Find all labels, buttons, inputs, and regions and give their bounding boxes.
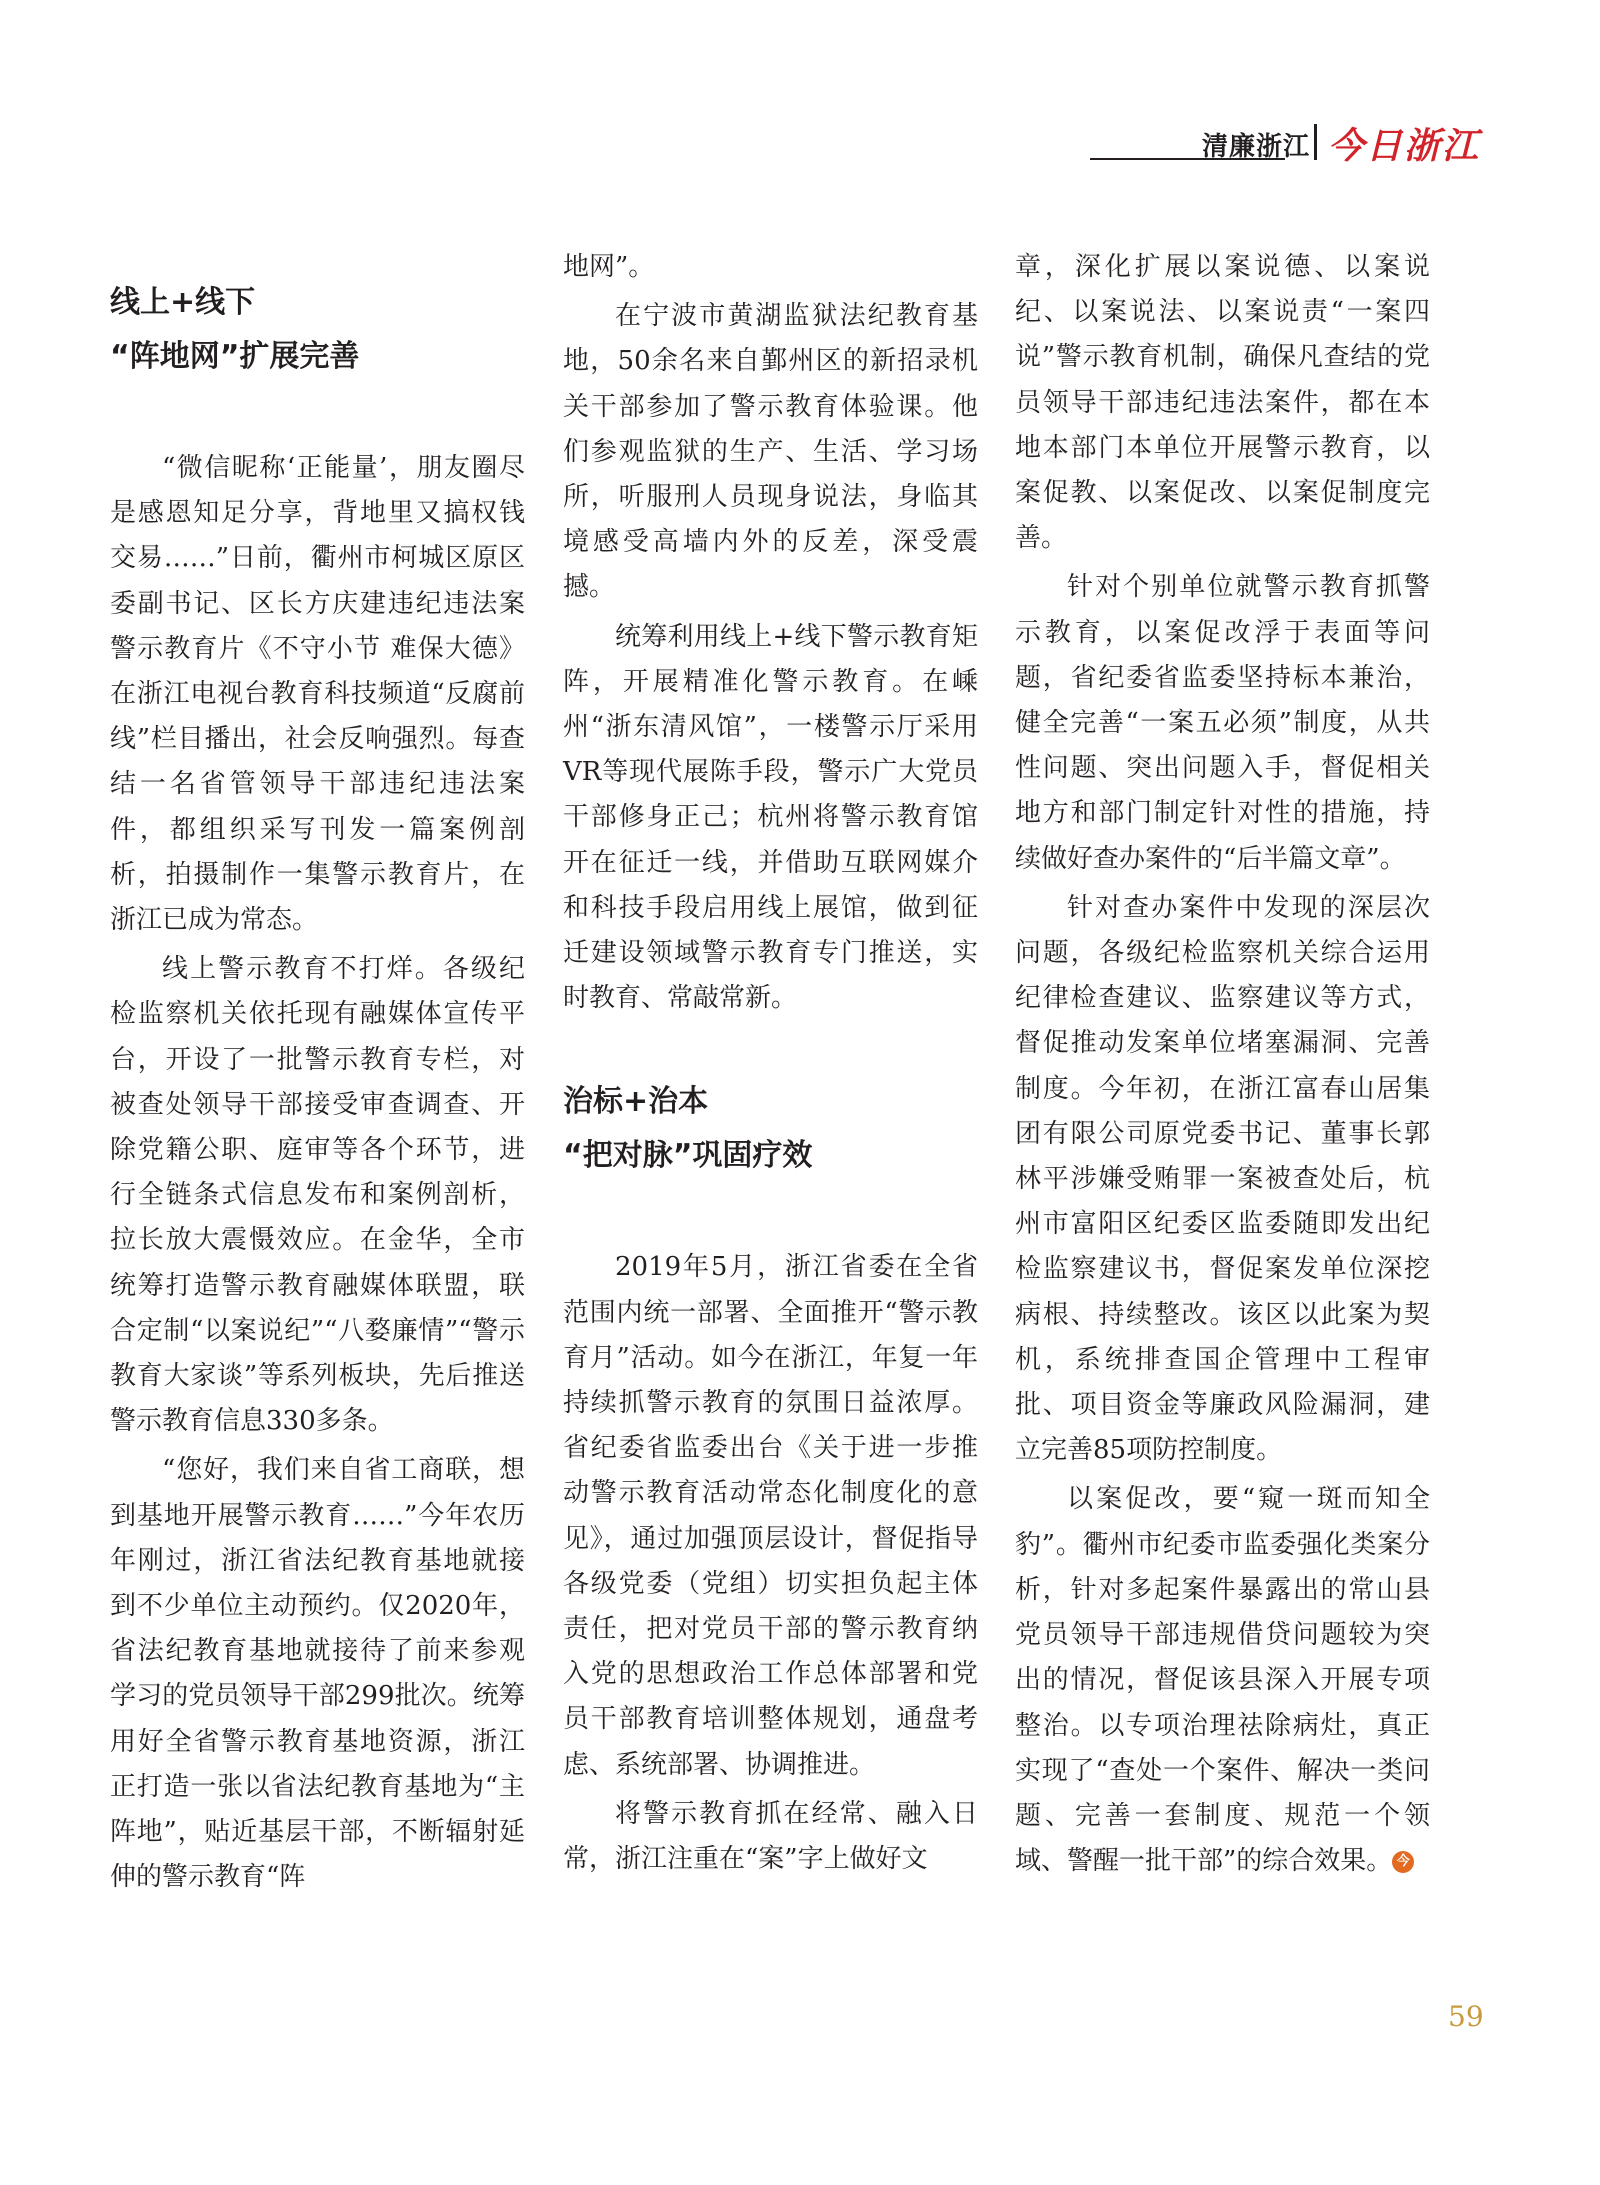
paragraph: 章，深化扩展以案说德、以案说纪、以案说法、以案说责“一案四说”警示教育机制，确保凡查结的党员领导干部违纪违法案件，都在本地本部门本单位开展警示教育，以案促教、以案促改、以案促制度完善。 (1015, 252, 1430, 554)
paragraph-last (1015, 1477, 1430, 1884)
section-name: 清廉浙江 (1202, 132, 1311, 162)
paragraph-text: 以案促改，要“窥一斑而知全豹”。衢州市纪委市监委强化类案分析，针对多起案件暴露出的常山县党员领导干部违规借贷问题较为突出的情况，督促该县深入开展专项整治。以专项治理祛除病灶，真正实现了“查处一个案件、解决一类问题、完善一套制度、规范一个领域、警醒一批干部”的综合效果。 (1015, 1484, 1430, 1877)
section-heading-1 (110, 276, 525, 384)
page-header (1090, 118, 1530, 168)
heading-line: 线上+线下 (110, 285, 256, 320)
paragraph: 2019年5月，浙江省委在全省范围内统一部署、全面推开“警示教育月”活动。如今在浙江，年复一年持续抓警示教育的氛围日益浓厚。省纪委省监委出台《关于进一步推动警示教育活动常态化制度化的意见》，通过加强顶层设计，督促指导各级党委（党组）切实担负起主体责任，把对党员干部的警示教育纳入党的思想政治工作总体部署和党员干部教育培训整体规划，通盘考虑、系统部署、协调推进。 (563, 1252, 978, 1780)
header-separator (1314, 124, 1317, 160)
magazine-logo: 今日浙江 (1328, 125, 1481, 167)
paragraph: 针对个别单位就警示教育抓警示教育，以案促改浮于表面等问题，省纪委省监委坚持标本兼治，健全完善“一案五必须”制度，从共性问题、突出问题入手，督促相关地方和部门制定针对性的措施，持续做好查办案件的“后半篇文章”。 (1015, 572, 1430, 874)
paragraph: 在宁波市黄湖监狱法纪教育基地，50余名来自鄞州区的新招录机关干部参加了警示教育体验课。他们参观监狱的生产、生活、学习场所，听服刑人员现身说法，身临其境感受高墙内外的反差，深受震撼。 (563, 301, 978, 603)
page-number: 59 (1448, 2000, 1484, 2033)
column-1 (110, 282, 525, 1905)
paragraph: 将警示教育抓在经常、融入日常，浙江注重在“案”字上做好文 (563, 1798, 978, 1875)
column-3 (1015, 245, 1430, 1888)
paragraph: 统筹利用线上+线下警示教育矩阵，开展精准化警示教育。在嵊州“浙东清风馆”，一楼警示厅采用VR等现代展陈手段，警示广大党员干部修身正己；杭州将警示教育馆开在征迁一线，并借助互联网媒介和科技手段启用线上展馆，做到征迁建设领域警示教育专门推送，实时教育、常敲常新。 (563, 621, 978, 1014)
section-heading-2 (563, 1075, 978, 1183)
column-2 (563, 245, 978, 1886)
paragraph: 线上警示教育不打烊。各级纪检监察机关依托现有融媒体宣传平台，开设了一批警示教育专栏，对被查处领导干部接受审查调查、开除党籍公职、庭审等各个环节，进行全链条式信息发布和案例剖析，拉长放大震慑效应。在金华，全市统筹打造警示教育融媒体联盟，联合定制“以案说纪”“八婺廉情”“警示教育大家谈”等系列板块，先后推送警示教育信息330多条。 (110, 954, 525, 1437)
paragraph: 针对查办案件中发现的深层次问题，各级纪检监察机关综合运用纪律检查建议、监察建议等方式，督促推动发案单位堵塞漏洞、完善制度。今年初，在浙江富春山居集团有限公司原党委书记、董事长郭林平涉嫌受贿罪一案被查处后，杭州市富阳区纪委区监委随即发出纪检监察建议书，督促案发单位深挖病根、持续整改。该区以此案为契机，系统排查国企管理中工程审批、项目资金等廉政风险漏洞，建立完善85项防控制度。 (1015, 892, 1430, 1466)
heading-line: “阵地网”扩展完善 (110, 339, 360, 374)
paragraph: “您好，我们来自省工商联，想到基地开展警示教育……”今年农历年刚过，浙江省法纪教育基地就接到不少单位主动预约。仅2020年，省法纪教育基地就接待了前来参观学习的党员领导干部299批次。统筹用好全省警示教育基地资源，浙江正打造一张以省法纪教育基地为“主阵地”，贴近基层干部，不断辐射延伸的警示教育“阵 (110, 1455, 525, 1893)
heading-line: “把对脉”巩固疗效 (563, 1138, 813, 1174)
end-mark-icon: 今 (1392, 1851, 1414, 1873)
heading-line: 治标+治本 (563, 1084, 709, 1120)
paragraph: 地网”。 (563, 252, 655, 282)
paragraph: “微信昵称‘正能量’，朋友圈尽是感恩知足分享，背地里又搞权钱交易……”日前，衢州市柯城区原区委副书记、区长方庆建违纪违法案警示教育片《不守小节 难保大德》在浙江电视台教育科技频道“反腐前线”栏目播出，社会反响强烈。每查结一名省管领导干部违纪违法案件，都组织采写刊发一篇案例剖析，拍摄制作一集警示教育片，在浙江已成为常态。 (110, 453, 525, 936)
